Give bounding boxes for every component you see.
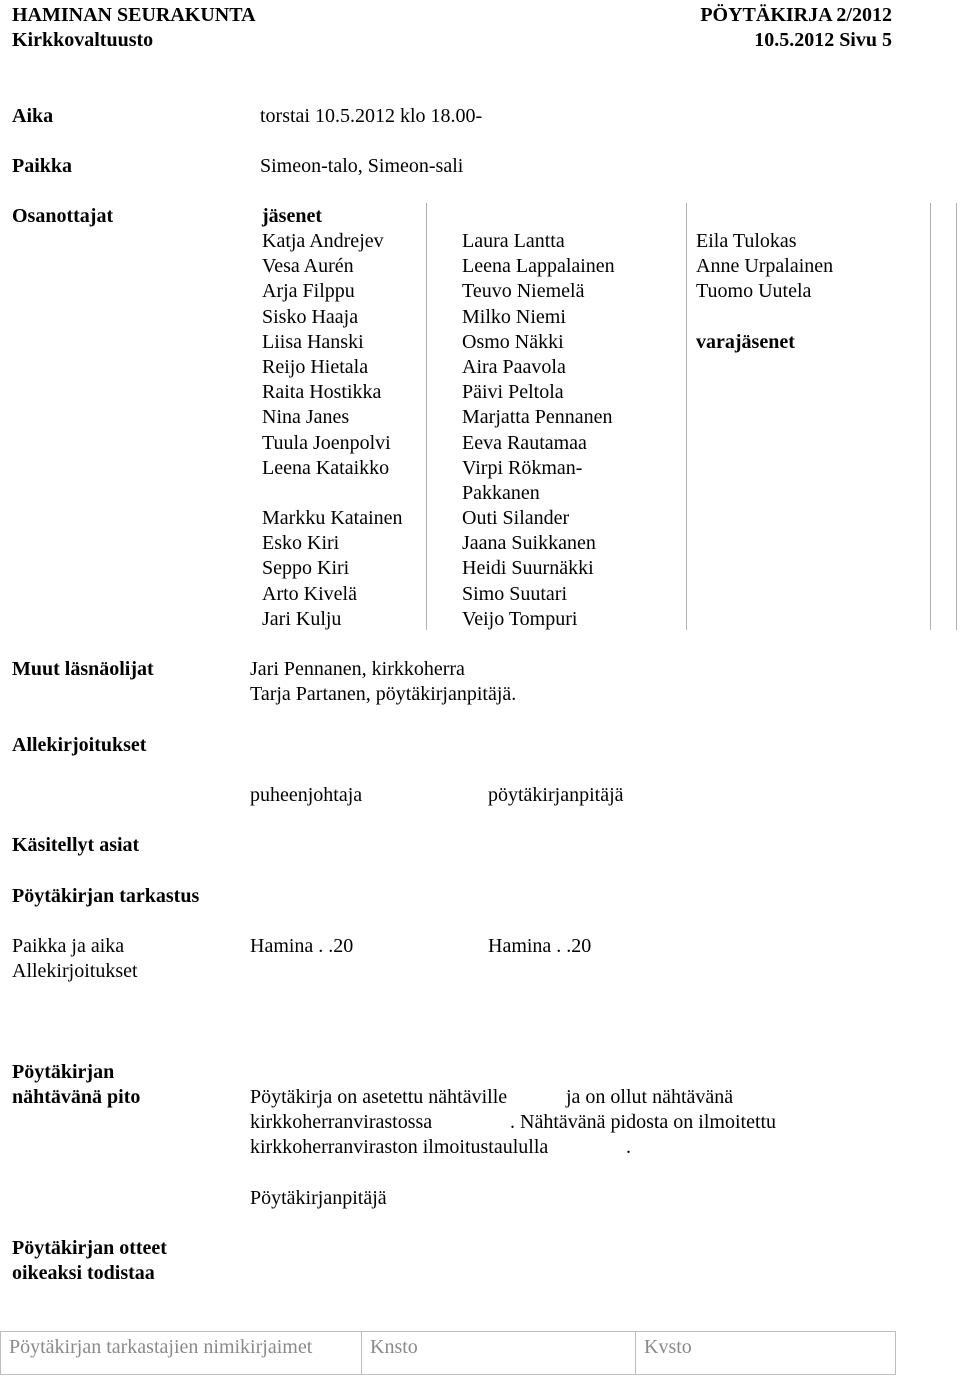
member-name: Leena Lappalainen xyxy=(462,255,615,278)
member-name: Eeva Rautamaa xyxy=(462,431,587,454)
label-otteet-2: oikeaksi todistaa xyxy=(12,1262,155,1284)
display-text-2a: kirkkoherranvirastossa xyxy=(250,1111,433,1133)
display-signer: Pöytäkirjanpitäjä xyxy=(250,1187,387,1209)
org-name: HAMINAN SEURAKUNTA xyxy=(12,4,256,26)
member-name: Milko Niemi xyxy=(462,305,566,328)
member-name: Katja Andrejev xyxy=(262,230,384,252)
member-name: Anne Urpalainen xyxy=(696,255,834,278)
document-title: PÖYTÄKIRJA 2/2012 xyxy=(700,4,892,26)
member-name: Virpi Rökman- xyxy=(462,456,583,479)
display-text-3b: . xyxy=(626,1136,631,1158)
member-name: Simo Suutari xyxy=(462,582,568,605)
member-name: Pakkanen xyxy=(462,481,540,504)
member-name: Leena Kataikko xyxy=(262,456,390,479)
body-name: Kirkkovaltuusto xyxy=(12,29,154,51)
value-aika: torstai 10.5.2012 klo 18.00- xyxy=(260,105,483,127)
member-name: Vesa Aurén xyxy=(262,255,354,278)
member-name: Tuomo Uutela xyxy=(696,280,812,303)
label-otteet-1: Pöytäkirjan otteet xyxy=(12,1237,167,1259)
label-nahtava-1: Pöytäkirjan xyxy=(12,1061,115,1083)
column-divider xyxy=(930,203,931,630)
label-tarkastus: Pöytäkirjan tarkastus xyxy=(12,885,200,907)
display-text-3a: kirkkoherranviraston ilmoitustaululla xyxy=(250,1136,549,1158)
member-name: Päivi Peltola xyxy=(462,381,564,404)
member-name: Osmo Näkki xyxy=(462,330,564,353)
member-name: Jaana Suikkanen xyxy=(462,532,596,555)
label-osanottajat: Osanottajat xyxy=(12,205,114,227)
display-text-1a: Pöytäkirja on asetettu nähtäville xyxy=(250,1086,508,1108)
member-name: Arto Kivelä xyxy=(262,582,357,605)
members-heading: jäsenet xyxy=(262,205,322,227)
member-name: Jari Kulju xyxy=(262,607,342,630)
label-allekirjoitukset: Allekirjoitukset xyxy=(12,734,147,756)
column-divider xyxy=(956,203,957,630)
member-name: Sisko Haaja xyxy=(262,305,359,328)
display-text-1b: ja on ollut nähtävänä xyxy=(566,1086,734,1108)
member-name: Markku Katainen xyxy=(262,507,403,530)
other-attendee: Jari Pennanen, kirkkoherra xyxy=(250,658,465,680)
label-muut: Muut läsnäolijat xyxy=(12,658,154,680)
label-paikka-aika: Paikka ja aika xyxy=(12,935,125,957)
label-aika: Aika xyxy=(12,105,54,127)
member-name: Laura Lantta xyxy=(462,230,565,252)
member-name: Reijo Hietala xyxy=(262,355,369,378)
member-name: Nina Janes xyxy=(262,406,350,429)
review-place-2: Hamina . .20 xyxy=(488,935,592,957)
member-name: Veijo Tompuri xyxy=(462,607,578,630)
member-name: Arja Filppu xyxy=(262,280,355,303)
signature-chair: puheenjohtaja xyxy=(250,784,363,806)
label-paikka: Paikka xyxy=(12,155,73,177)
other-attendee: Tarja Partanen, pöytäkirjanpitäjä. xyxy=(250,683,517,705)
footer-knsto: Knsto xyxy=(361,1331,636,1375)
display-text-2b: . Nähtävänä pidosta on ilmoitettu xyxy=(510,1111,777,1133)
column-divider xyxy=(426,203,427,630)
label-kasitellyt: Käsitellyt asiat xyxy=(12,834,140,856)
footer-kvsto: Kvsto xyxy=(635,1331,896,1375)
signature-secretary: pöytäkirjanpitäjä xyxy=(488,784,624,806)
member-name: Esko Kiri xyxy=(262,532,340,555)
date-page: 10.5.2012 Sivu 5 xyxy=(754,29,892,51)
member-name: Eila Tulokas xyxy=(696,230,797,252)
member-name: Raita Hostikka xyxy=(262,381,382,404)
member-name: Tuula Joenpolvi xyxy=(262,431,391,454)
footer-reviewers-initials: Pöytäkirjan tarkastajien nimikirjaimet xyxy=(0,1331,362,1375)
member-name: Heidi Suurnäkki xyxy=(462,557,594,580)
member-name: Aira Paavola xyxy=(462,355,566,378)
member-name: Marjatta Pennanen xyxy=(462,406,613,429)
label-nahtava-2: nähtävänä pito xyxy=(12,1086,141,1108)
member-name: Outi Silander xyxy=(462,507,570,530)
column-divider xyxy=(686,203,687,630)
member-name: Teuvo Niemelä xyxy=(462,280,585,303)
member-name: Liisa Hanski xyxy=(262,330,364,353)
review-place-1: Hamina . .20 xyxy=(250,935,354,957)
member-name xyxy=(262,481,403,506)
value-paikka: Simeon-talo, Simeon-sali xyxy=(260,155,464,177)
label-allekirjoitukset-2: Allekirjoitukset xyxy=(12,960,138,982)
member-name: Seppo Kiri xyxy=(262,557,350,580)
deputies-heading: varajäsenet xyxy=(696,331,795,353)
members-column-2 xyxy=(462,229,615,632)
members-column-3 xyxy=(696,229,833,305)
members-column-1 xyxy=(262,229,403,632)
